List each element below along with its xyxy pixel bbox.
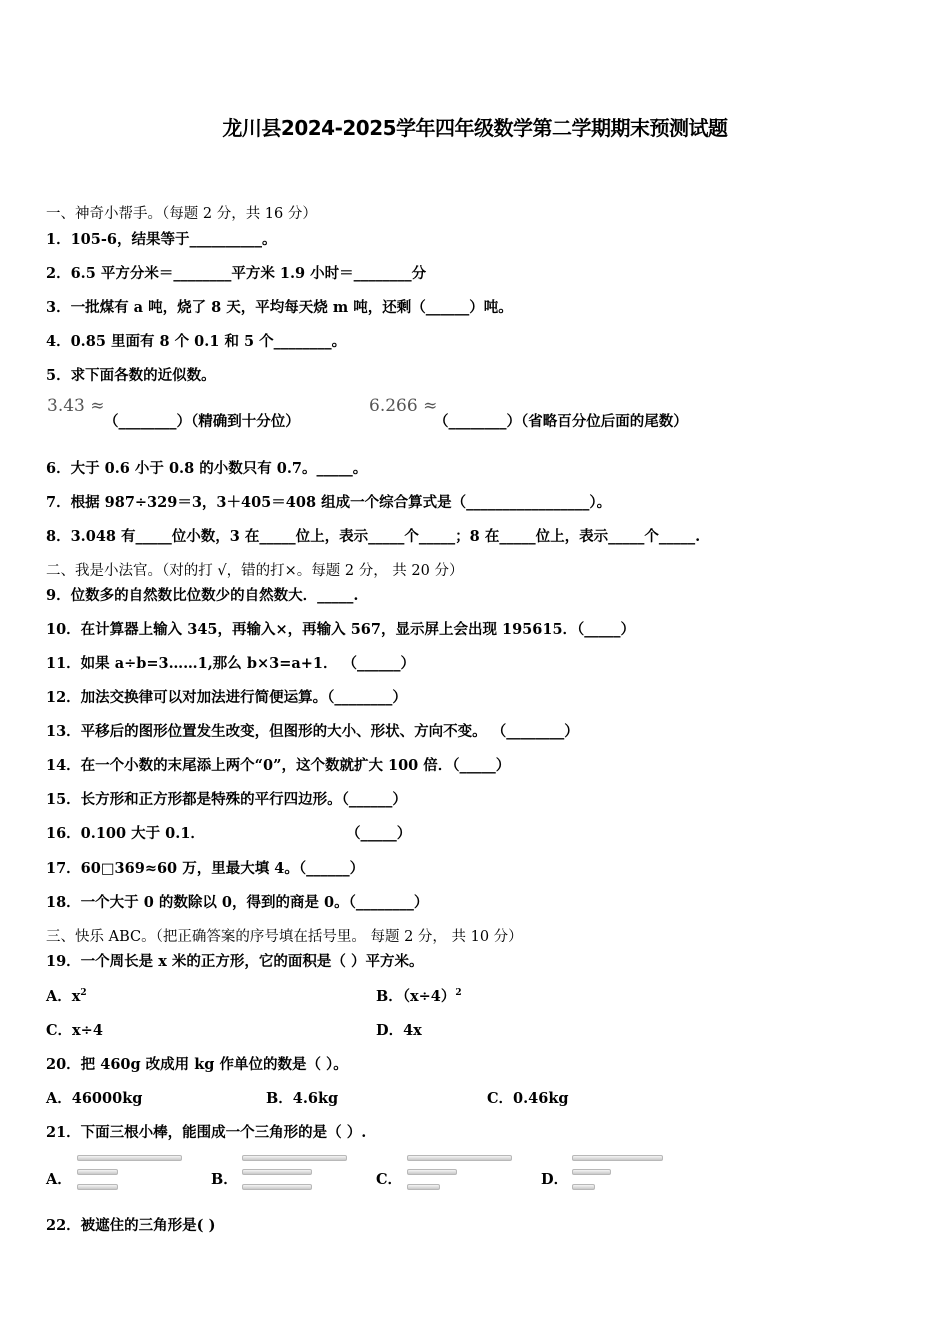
- q19-option-a: A．$x^2$: [46, 988, 87, 1005]
- question-8: 8．3.048 有_____位小数，3 在_____位上，表示_____个_____；8 在_____位上，表示_____个_____.: [46, 528, 701, 545]
- q21-option-b-label: B．: [211, 1171, 238, 1188]
- stick-icon: [572, 1169, 611, 1175]
- q21-option-d-label: D．: [541, 1171, 569, 1188]
- question-14: 14．在一个小数的末尾添上两个“0”，这个数就扩大 100 倍．（_____）: [46, 757, 511, 774]
- section-1-heading: 一、神奇小帮手。（每题 2 分，共 16 分）: [46, 206, 317, 222]
- q20-option-a: A．46000kg: [46, 1090, 143, 1107]
- question-22: 22．被遮住的三角形是( ): [46, 1217, 216, 1234]
- stick-icon: [77, 1155, 182, 1161]
- stick-icon: [242, 1184, 312, 1190]
- question-3: 3．一批煤有 a 吨，烧了 8 天，平均每天烧 m 吨，还剩（______）吨。: [46, 299, 513, 316]
- question-2: 2．6.5 平方分米＝________平方米 1.9 小时＝________分: [46, 265, 427, 282]
- q19-option-b: B．$(x\div 4)^2$: [376, 988, 462, 1005]
- q19-option-d: D．4x: [376, 1022, 422, 1039]
- stick-icon: [242, 1155, 347, 1161]
- q5-answer-b: （________）（省略百分位后面的尾数）: [434, 413, 688, 430]
- section-2-heading: 二、我是小法官。（对的打 √，错的打×。每题 2 分， 共 20 分）: [46, 563, 464, 579]
- question-13: 13．平移后的图形位置发生改变，但图形的大小、形状、方向不变。 （________）: [46, 723, 579, 740]
- q19-option-c: C．x÷4: [46, 1022, 103, 1039]
- question-12: 12．加法交换律可以对加法进行简便运算。（________）: [46, 689, 407, 706]
- question-5: 5．求下面各数的近似数。: [46, 367, 216, 384]
- page-title: 龙川县2024-2025学年四年级数学第二学期期末预测试题: [222, 116, 728, 140]
- question-18: 18．一个大于 0 的数除以 0，得到的商是 0。（________）: [46, 894, 429, 911]
- stick-icon: [242, 1169, 312, 1175]
- question-15: 15．长方形和正方形都是特殊的平行四边形。（______）: [46, 791, 407, 808]
- question-16-answer: （_____）: [346, 825, 412, 842]
- q21-option-c-label: C．: [376, 1171, 403, 1188]
- question-20: 20．把 460g 改成用 kg 作单位的数是（ ）。: [46, 1056, 348, 1073]
- question-6: 6．大于 0.6 小于 0.8 的小数只有 0.7。_____。: [46, 460, 368, 477]
- question-10: 10．在计算器上输入 345，再输入×，再输入 567，显示屏上会出现 195615．（_____）: [46, 621, 636, 638]
- question-7: 7．根据 987÷329＝3，3＋405＝408 组成一个综合算式是（_________________）。: [46, 494, 612, 511]
- question-11: 11．如果 a÷b=3……1,那么 b×3=a+1． （______）: [46, 655, 416, 672]
- q21-option-a-label: A．: [46, 1171, 72, 1188]
- stick-icon: [77, 1169, 118, 1175]
- question-9: 9．位数多的自然数比位数少的自然数大．_____.: [46, 587, 359, 604]
- q5-number-a: 3.43 ≈: [47, 396, 105, 416]
- question-21: 21．下面三根小棒，能围成一个三角形的是（ ）.: [46, 1124, 367, 1141]
- stick-icon: [407, 1184, 440, 1190]
- question-19: 19．一个周长是 x 米的正方形，它的面积是（ ）平方米。: [46, 953, 424, 970]
- question-1: 1．105-6，结果等于__________。: [46, 231, 277, 248]
- stick-icon: [77, 1184, 118, 1190]
- stick-icon: [407, 1155, 512, 1161]
- q5-number-b: 6.266 ≈: [369, 396, 438, 416]
- question-4: 4．0.85 里面有 8 个 0.1 和 5 个________。: [46, 333, 347, 350]
- q20-option-b: B．4.6kg: [266, 1090, 339, 1107]
- stick-icon: [407, 1169, 457, 1175]
- q5-answer-a: （________）（精确到十分位）: [104, 413, 300, 430]
- q20-option-c: C．0.46kg: [487, 1090, 569, 1107]
- section-3-heading: 三、快乐 ABC。（把正确答案的序号填在括号里。 每题 2 分， 共 10 分）: [46, 929, 523, 945]
- question-17: 17．60□369≈60 万，里最大填 4。（______）: [46, 860, 365, 877]
- stick-icon: [572, 1184, 595, 1190]
- question-16: 16．0.100 大于 0.1．: [46, 825, 205, 842]
- stick-icon: [572, 1155, 663, 1161]
